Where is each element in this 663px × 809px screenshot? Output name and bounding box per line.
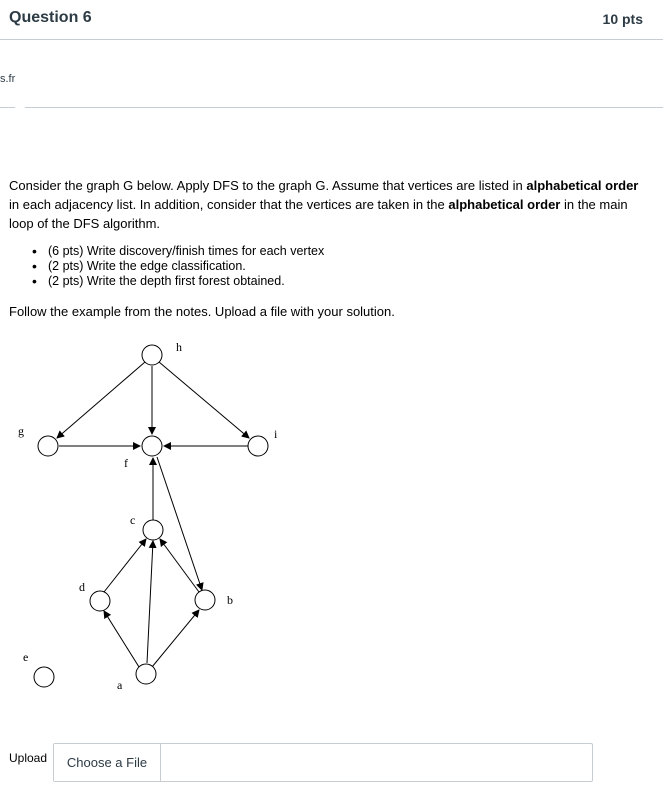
vertex-g bbox=[38, 436, 58, 456]
label-d: d bbox=[79, 580, 85, 594]
list-item: • (6 pts) Write discovery/finish times for each vertex bbox=[32, 244, 324, 259]
edge-f-b bbox=[157, 457, 202, 590]
label-a: a bbox=[117, 678, 123, 692]
edge-h-i bbox=[159, 362, 249, 438]
divider-short bbox=[0, 107, 15, 108]
vertex-h bbox=[142, 345, 162, 365]
prompt-text-3: in the main loop of the DFS algorithm. bbox=[9, 197, 628, 231]
edge-a-c bbox=[147, 541, 153, 663]
question-header bbox=[0, 0, 663, 40]
prompt-bold-1: alphabetical order bbox=[526, 178, 639, 193]
question-prompt bbox=[9, 176, 649, 233]
vertex-d bbox=[90, 591, 110, 611]
label-h: h bbox=[176, 340, 182, 354]
label-f: f bbox=[124, 456, 128, 470]
edge-b-c bbox=[160, 539, 199, 592]
label-b: b bbox=[227, 593, 233, 607]
edge-a-b bbox=[152, 610, 199, 667]
follow-instruction: Follow the example from the notes. Upload a file with your solution. bbox=[9, 304, 395, 319]
divider bbox=[25, 107, 663, 108]
edge-h-g bbox=[57, 362, 145, 438]
question-title: Question 6 bbox=[9, 9, 92, 26]
prompt-text-2: in each adjacency list. In addition, consider that the vertices are taken in the bbox=[9, 197, 449, 212]
label-c: c bbox=[130, 513, 136, 527]
vertex-b bbox=[195, 590, 215, 610]
vertex-i bbox=[248, 436, 268, 456]
vertex-c bbox=[143, 520, 163, 540]
requirements-list bbox=[32, 244, 324, 289]
prompt-text-1: Consider the graph G below. Apply DFS to the graph G. Assume that vertices are listed in bbox=[9, 178, 527, 193]
vertex-f bbox=[142, 436, 162, 456]
file-upload-field[interactable] bbox=[53, 743, 593, 782]
upload-label: Upload bbox=[9, 751, 48, 765]
list-item: • (2 pts) Write the edge classification. bbox=[32, 259, 324, 274]
list-item: • (2 pts) Write the depth first forest obtained. bbox=[32, 274, 324, 289]
edge-d-c bbox=[104, 539, 146, 592]
cropped-text-fragment: s.fr bbox=[0, 73, 16, 85]
label-g: g bbox=[18, 424, 24, 438]
prompt-bold-2: alphabetical order bbox=[448, 197, 561, 212]
vertex-e bbox=[34, 667, 54, 687]
vertex-a bbox=[136, 664, 156, 684]
label-e: e bbox=[23, 650, 29, 664]
graph-diagram bbox=[0, 325, 663, 725]
choose-file-button[interactable]: Choose a File bbox=[54, 744, 161, 781]
edge-a-d bbox=[104, 611, 139, 667]
question-points: 10 pts bbox=[602, 11, 643, 27]
label-i: i bbox=[274, 427, 278, 441]
